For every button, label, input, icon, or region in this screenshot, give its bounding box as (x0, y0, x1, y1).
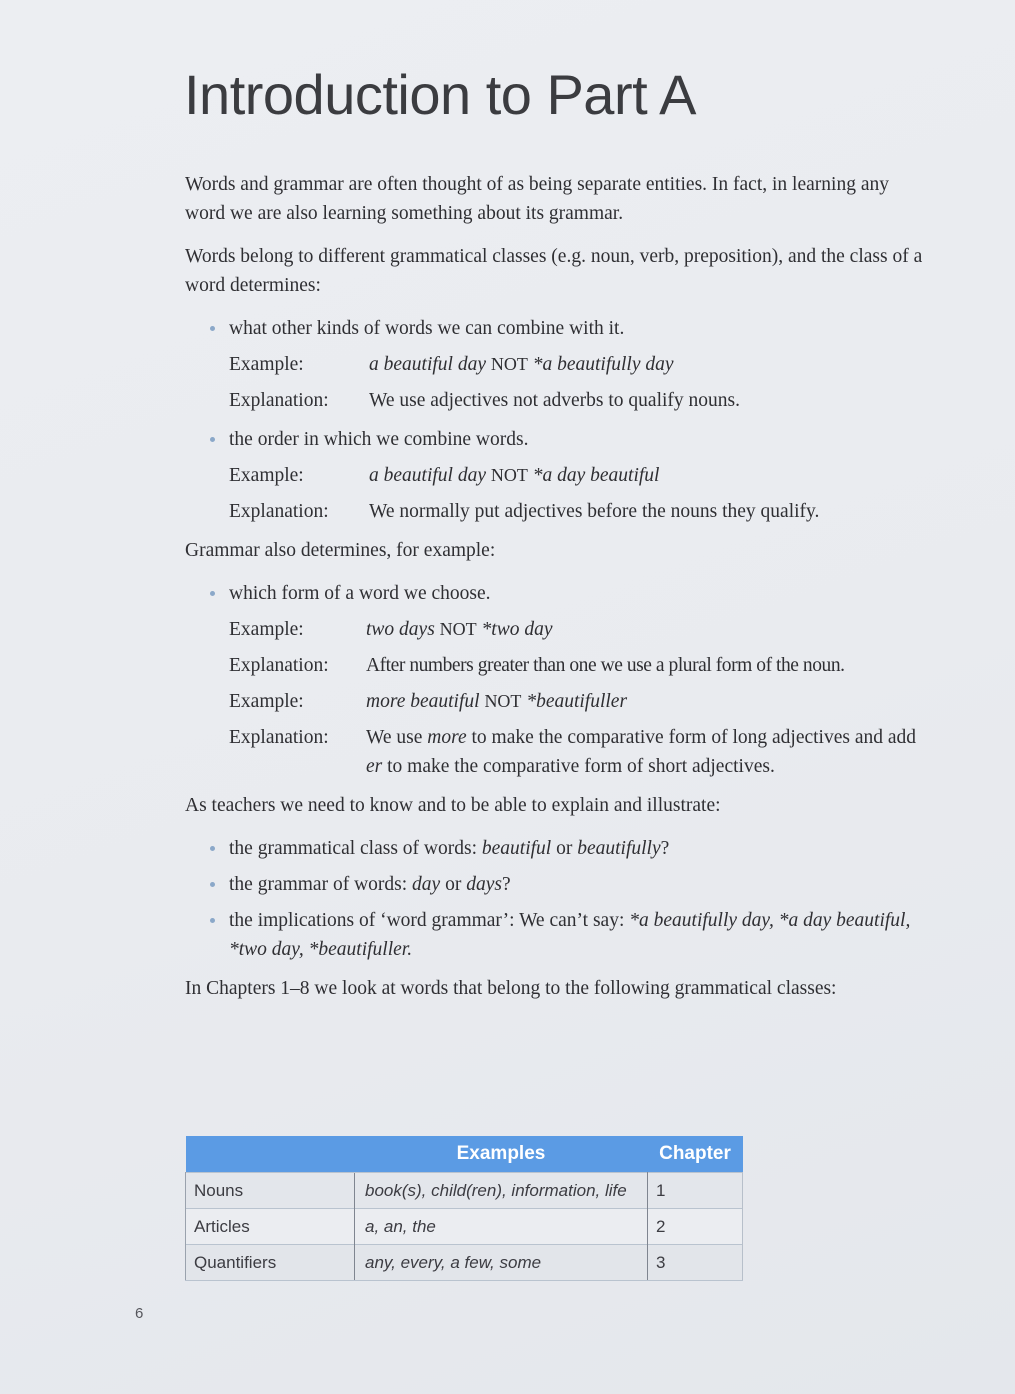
intro-paragraph-2: Words belong to different grammatical classes (e.g. noun, verb, preposition), and the class of a word determines: (185, 246, 923, 296)
not-label: NOT (490, 354, 528, 374)
emphasis: beautifully (577, 838, 661, 859)
not-label: NOT (439, 619, 477, 639)
emphasis: beautiful (481, 838, 552, 859)
list-item (229, 870, 925, 899)
text-part: ? (660, 838, 670, 859)
example-value (369, 350, 925, 379)
table-row (186, 1245, 743, 1281)
table-row (186, 1209, 743, 1245)
examples-cell: book(s), child(ren), information, life (355, 1173, 648, 1209)
list-item (229, 425, 925, 526)
text-part: ? (501, 874, 511, 895)
teachers-intro: As teachers we need to know and to be able to explain and illustrate: (185, 795, 721, 816)
explanation-value: After numbers greater than one we use a plural form of the noun. (366, 655, 845, 676)
example-value (366, 615, 925, 644)
grammar-intro: Grammar also determines, for example: (185, 540, 496, 561)
example-label: Example: (229, 354, 304, 375)
example-label: Example: (229, 691, 304, 712)
example-group (229, 461, 925, 526)
page-title: Introduction to Part A (184, 63, 696, 126)
example-row (229, 615, 925, 644)
explanation-value: We normally put adjectives before the nouns they qualify. (369, 501, 820, 522)
chapter-cell: 1 (648, 1173, 743, 1209)
table-row (186, 1173, 743, 1209)
incorrect-example: *beautifuller (526, 691, 628, 712)
examples-cell: a, an, the (355, 1209, 648, 1245)
explanation-label: Explanation: (229, 501, 329, 522)
example-row (229, 350, 925, 379)
class-cell: Quantifiers (186, 1245, 355, 1281)
grammatical-classes-table (185, 1136, 743, 1281)
intro-paragraph-1: Words and grammar are often thought of as being separate entities. In fact, in learning any word we are also learning something about its grammar. (185, 174, 889, 224)
example-row (229, 687, 925, 716)
emphasis: er (366, 756, 383, 777)
list-item (229, 834, 925, 863)
incorrect-example: *two day (481, 619, 553, 640)
list-item (229, 579, 925, 781)
list-item (229, 314, 925, 415)
explanation-row (229, 723, 925, 781)
not-label: NOT (490, 465, 528, 485)
correct-example: a beautiful day (369, 465, 486, 486)
incorrect-example: *a beautifully day (532, 354, 674, 375)
explanation-row (229, 651, 925, 680)
explanation-label: Explanation: (229, 727, 329, 748)
class-cell: Articles (186, 1209, 355, 1245)
explanation-row (229, 386, 925, 415)
correct-example: a beautiful day (369, 354, 486, 375)
text-part: or (440, 874, 467, 895)
example-label: Example: (229, 465, 304, 486)
bullet-text: the order in which we combine words. (229, 429, 529, 450)
list-item (229, 906, 925, 964)
chapter-cell: 3 (648, 1245, 743, 1281)
column-header-examples: Examples (355, 1136, 648, 1173)
column-header-class (186, 1136, 355, 1173)
explanation-value (366, 723, 925, 781)
column-header-chapter: Chapter (648, 1136, 743, 1173)
teachers-list (185, 834, 925, 964)
example-value (366, 687, 925, 716)
explanation-label: Explanation: (229, 655, 329, 676)
bullet-text: what other kinds of words we can combine with it. (229, 318, 625, 339)
emphasis: days (466, 874, 502, 895)
explanation-row (229, 497, 925, 526)
text-part: We use (366, 727, 428, 748)
example-group (229, 615, 925, 781)
text-part: or (551, 838, 578, 859)
main-content (185, 170, 925, 1017)
text-part: to make the comparative form of long adjectives and add (466, 727, 917, 748)
correct-example: two days (366, 619, 435, 640)
correct-example: more beautiful (366, 691, 480, 712)
emphasis: more (427, 727, 467, 748)
example-group (229, 350, 925, 415)
explanation-label: Explanation: (229, 390, 329, 411)
incorrect-example: *a day beautiful (532, 465, 660, 486)
examples-cell: any, every, a few, some (355, 1245, 648, 1281)
form-list (185, 579, 925, 781)
example-label: Example: (229, 619, 304, 640)
text-part: to make the comparative form of short adjectives. (382, 756, 775, 777)
not-label: NOT (484, 691, 522, 711)
example-value (369, 461, 925, 490)
bullet-text: which form of a word we choose. (229, 583, 491, 604)
page-number: 6 (135, 1305, 144, 1322)
table-header-row (186, 1136, 743, 1173)
chapter-cell: 2 (648, 1209, 743, 1245)
chapters-intro: In Chapters 1–8 we look at words that belong to the following grammatical classes: (185, 978, 837, 999)
emphasis: *a beautifully day, *a day beautiful, *two day, *beautifuller. (229, 910, 911, 960)
explanation-value: We use adjectives not adverbs to qualify nouns. (369, 390, 741, 411)
emphasis: day (412, 874, 441, 895)
text-part: the grammar of words: (229, 874, 413, 895)
example-row (229, 461, 925, 490)
text-part: the implications of ‘word grammar’: We can’t say: (229, 910, 630, 931)
class-cell: Nouns (186, 1173, 355, 1209)
class-determines-list (185, 314, 925, 526)
text-part: the grammatical class of words: (229, 838, 482, 859)
